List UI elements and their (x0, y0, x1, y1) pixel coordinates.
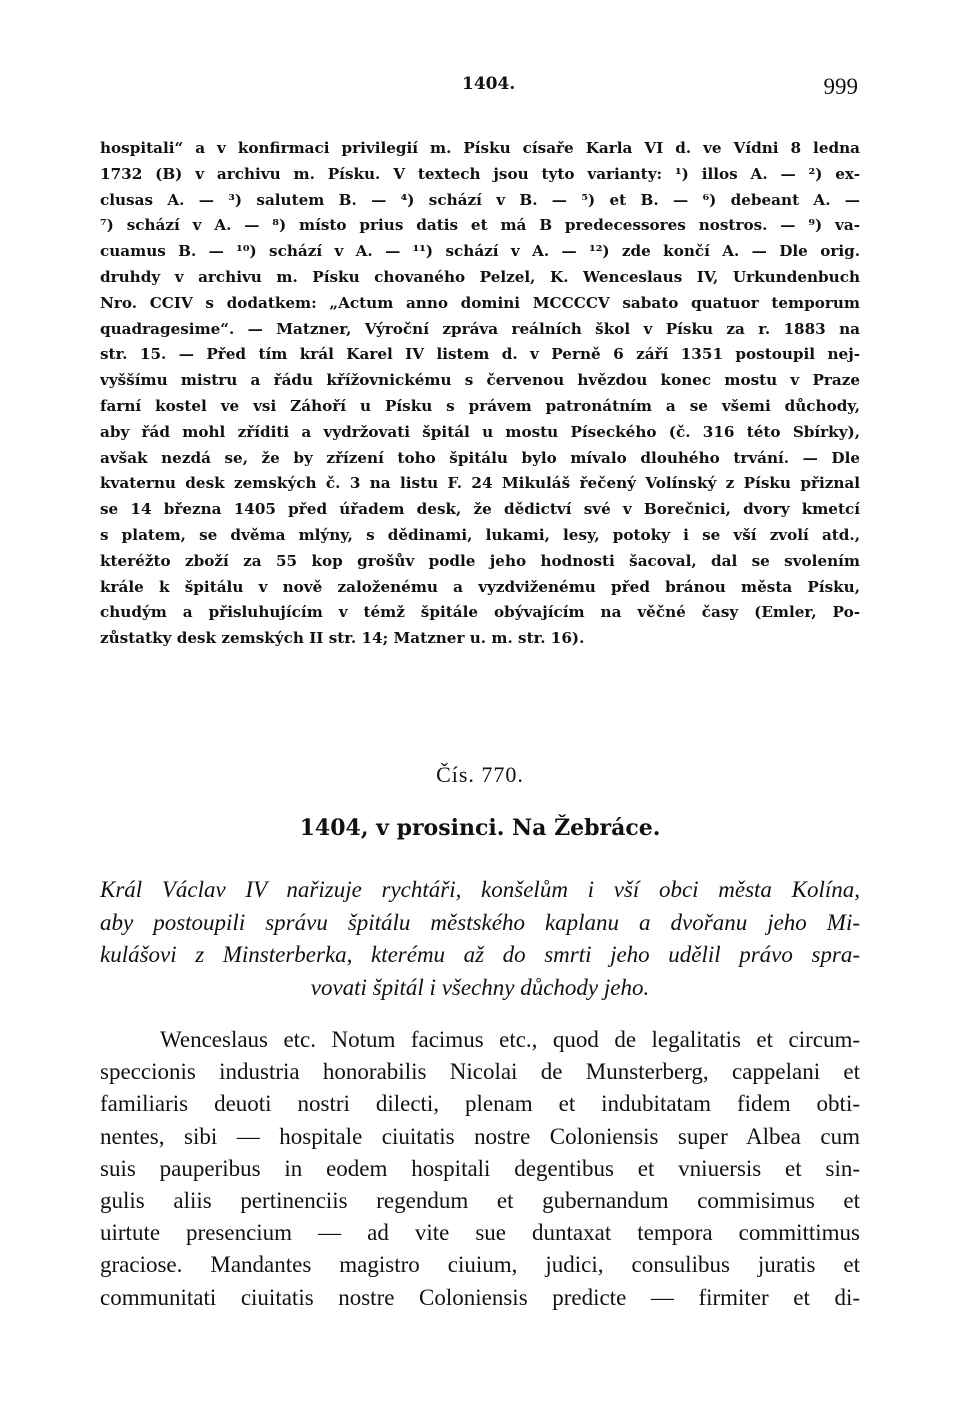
book-page (100, 0, 860, 1405)
footnote-line: kteréžto zboží za 55 kop grošův podle jeho hodnosti šacoval, dal se svolením (100, 551, 860, 570)
footnote-line: krále k špitálu v nově založenému a vyzdviženému před bránou města Písku, (100, 577, 860, 596)
latin-text-body (100, 1024, 860, 1314)
body-line: nentes, sibi — hospitale ciuitatis nostre Coloniensis super Albea cum (100, 1123, 860, 1149)
footnote-line: kvaternu desk zemských č. 3 na listu F. 24 Mikuláš řečený Volínský z Písku přiznal (100, 474, 860, 493)
body-line: communitati ciuitatis nostre Coloniensis predicte — firmiter et di- (100, 1284, 860, 1310)
regest-line: vovati špitál i všechny důchody jeho. (310, 974, 650, 1000)
footnote-line: zůstatky desk zemských II str. 14; Matzner u. m. str. 16). (100, 629, 585, 648)
header-year: 1404. (462, 74, 516, 94)
footnote-line: aby řád mohl zříditi a vydržovati špitál u mostu Píseckého (č. 316 této Sbírky), (100, 422, 860, 441)
body-line: speccionis industria honorabilis Nicolai de Munsterberg, cappelani et (100, 1059, 860, 1085)
footnote-line: druhdy v archivu m. Písku chovaného Pelzel, K. Wenceslaus IV, Urkundenbuch (100, 267, 860, 286)
footnote-line: clusas A. — ³) salutem B. — ⁴) schází v B. — ⁵) et B. — ⁶) debeant A. — (100, 190, 860, 209)
regest-line: aby postoupili správu špitálu městského kaplanu a dvořanu jeho Mi- (100, 909, 860, 935)
footnote-line: hospitali“ a v konfirmaci privilegií m. Písku císaře Karla VI d. ve Vídni 8 ledna (100, 139, 860, 157)
body-line: graciose. Mandantes magistro ciuium, judici, consulibus juratis et (100, 1252, 860, 1278)
footnote-line: farní kostel ve vsi Záhoří u Písku s právem patronátním a se všemi důchody, (100, 396, 860, 415)
footnote-line: chudým a přisluhujícím v témž špitále obývajícím na věčné časy (Emler, Po- (100, 603, 860, 622)
footnote-line: ⁷) schází v A. — ⁸) místo prius datis et má B predecessores nostros. — ⁹) va- (100, 216, 860, 235)
document-number: Čís. 770. (436, 762, 524, 787)
regest-line: kulášovi z Minsterberka, kterému až do smrti jeho udělil právo spra- (100, 942, 860, 967)
footnote-line: s platem, se dvěma mlýny, s dědinami, lukami, lesy, potoky i se vší zvolí atd., (100, 525, 860, 544)
footnote-line: Nro. CCIV s dodatkem: „Actum anno domini MCCCCV sabato quatuor temporum (100, 293, 860, 312)
footnote-line: quadragesime“. — Matzner, Výroční zpráva reálních škol v Písku za r. 1883 na (100, 319, 860, 338)
footnote-line: str. 15. — Před tím král Karel IV listem d. v Perně 6 září 1351 postoupil nej- (100, 345, 860, 364)
footnotes-block (100, 136, 860, 652)
footnote-line: vyššímu mistru a řádu křížovnickému s červenou hvězdou konec mostu v Praze (100, 371, 860, 390)
body-line: uirtute presencium — ad vite sue duntaxat tempora committimus (100, 1220, 860, 1246)
document-date-heading: 1404, v prosinci. Na Žebráce. (299, 815, 661, 841)
body-line: gulis aliis pertinenciis regendum et gubernandum commisimus et (100, 1187, 860, 1213)
body-line: Wenceslaus etc. Notum facimus etc., quod de legalitatis et circum- (160, 1027, 860, 1052)
footnote-line: cuamus B. — ¹⁰) schází v A. — ¹¹) schází v A. — ¹²) zde končí A. — Dle orig. (100, 242, 860, 261)
regest-line: Král Václav IV nařizuje rychtáři, konšelům i vší obci města Kolína, (100, 877, 860, 902)
page-number: 999 (823, 74, 858, 99)
body-line: suis pauperibus in eodem hospitali degentibus et vniuersis et sin- (100, 1155, 860, 1181)
footnote-line: avšak nezdá se, že by zřízení toho špitálu bylo mívalo dlouhého trvání. — Dle (100, 448, 860, 467)
body-line: familiaris deuoti nostri dilecti, plenam et indubitatam fidem obti- (100, 1091, 860, 1117)
regest-summary (100, 874, 860, 1004)
running-header (100, 74, 860, 104)
footnote-line: se 14 března 1405 před úřadem desk, že dědictví své v Borečnici, dvory kmetcí (100, 500, 860, 519)
footnote-line: 1732 (B) v archivu m. Písku. V textech jsou tyto varianty: ¹) illos A. — ²) ex- (100, 164, 860, 183)
